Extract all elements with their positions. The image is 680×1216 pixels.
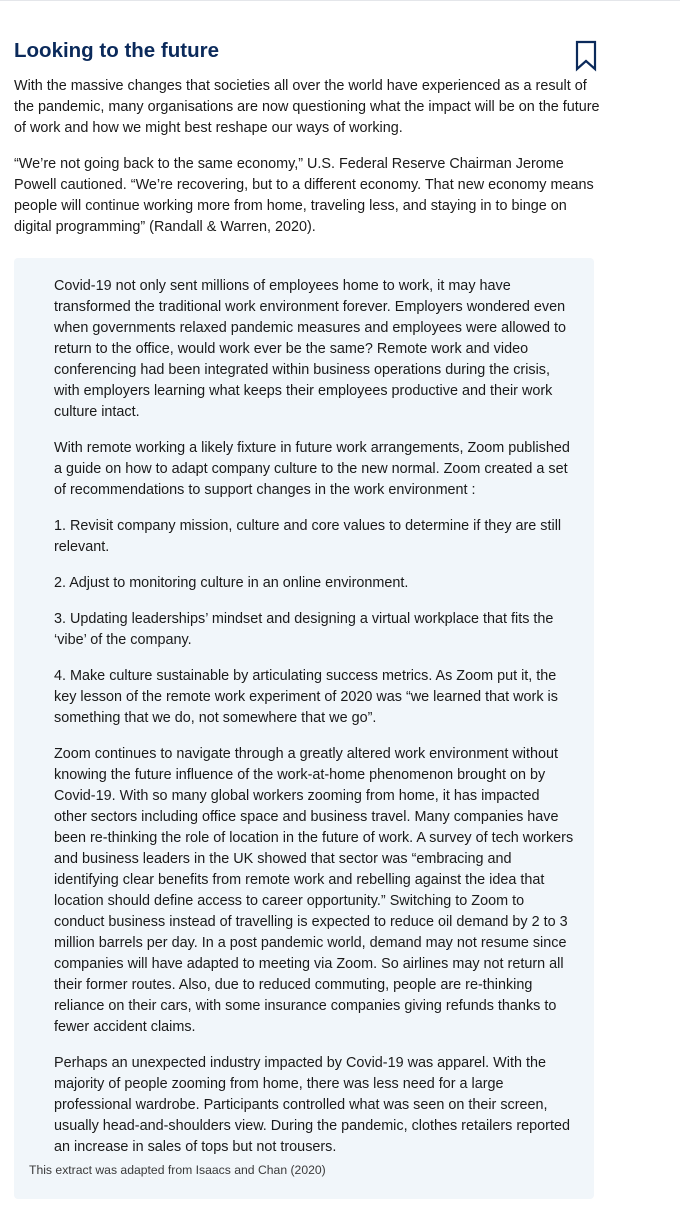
extract-paragraph: Zoom continues to navigate through a greatly altered work environment without knowing the future influence of the work-at-home phenomenon brought on by Covid-19. With so many global workers zooming from home, it has impacted other sectors including office space and business travel. Many companies have been re-thinking the role of location in the future of work. A survey of tech workers and business leaders in the UK showed that sector was “embracing and identifying clear benefits from remote work and rebelling against the idea that location should define access to career opportunity.” Switching to Zoom to conduct business instead of travelling is expected to reduce oil demand by 2 to 3 million barrels per day. In a post pandemic world, demand may not resume since companies will have adapted to meeting via Zoom. So airlines may not return all their former routes. Also, due to reduced commuting, people are re-thinking reliance on their cars, with some insurance companies giving refunds thanks to fewer accident claims. [54,746,574,1035]
extract-panel [14,258,594,1199]
section-title: Looking to the future [14,39,219,62]
intro-quote-paragraph: “We’re not going back to the same economy,” U.S. Federal Reserve Chairman Jerome Powell cautioned. “We’re recovering, but to a different economy. That new economy means people will continue working more from home, traveling less, and staying in to binge on digital programming” (Randall & Warren, 2020). [14,156,594,235]
extract-source-note: This extract was adapted from Isaacs and Chan (2020) [29,1163,326,1177]
extract-paragraph: With remote working a likely fixture in future work arrangements, Zoom published a guide on how to adapt company culture to the new normal. Zoom created a set of recommendations to support changes in the work environment : [54,440,570,498]
extract-paragraph: Covid-19 not only sent millions of employees home to work, it may have transformed the traditional work environment forever. Employers wondered even when governments relaxed pandemic measures and employees were allowed to return to the office, would work ever be the same? Remote work and video conferencing had been integrated within business operations during the crisis, with employers learning what keeps their employees productive and their work culture intact. [54,278,566,420]
extract-body [54,276,574,1173]
recommendation-item: 2. Adjust to monitoring culture in an online environment. [54,575,409,591]
recommendation-item: 4. Make culture sustainable by articulating success metrics. As Zoom put it, the key lesson of the remote work experiment of 2020 was “we learned that work is something that we do, not somewhere that we go”. [54,668,558,726]
recommendation-item: 3. Updating leaderships’ mindset and designing a virtual workplace that fits the ‘vibe’ of the company. [54,611,554,648]
intro-text [14,76,604,253]
extract-paragraph: Perhaps an unexpected industry impacted by Covid-19 was apparel. With the majority of people zooming from home, there was less need for a large professional wardrobe. Participants controlled what was seen on their screen, usually head-and-shoulders view. During the pandemic, clothes retailers reported an increase in sales of tops but not trousers. [54,1055,570,1155]
top-divider [0,0,680,1]
bookmark-icon[interactable] [574,40,598,72]
recommendation-item: 1. Revisit company mission, culture and core values to determine if they are still relevant. [54,518,562,555]
intro-paragraph: With the massive changes that societies all over the world have experienced as a result of the pandemic, many organisations are now questioning what the impact will be on the future of work and how we might best reshape our ways of working. [14,78,600,136]
